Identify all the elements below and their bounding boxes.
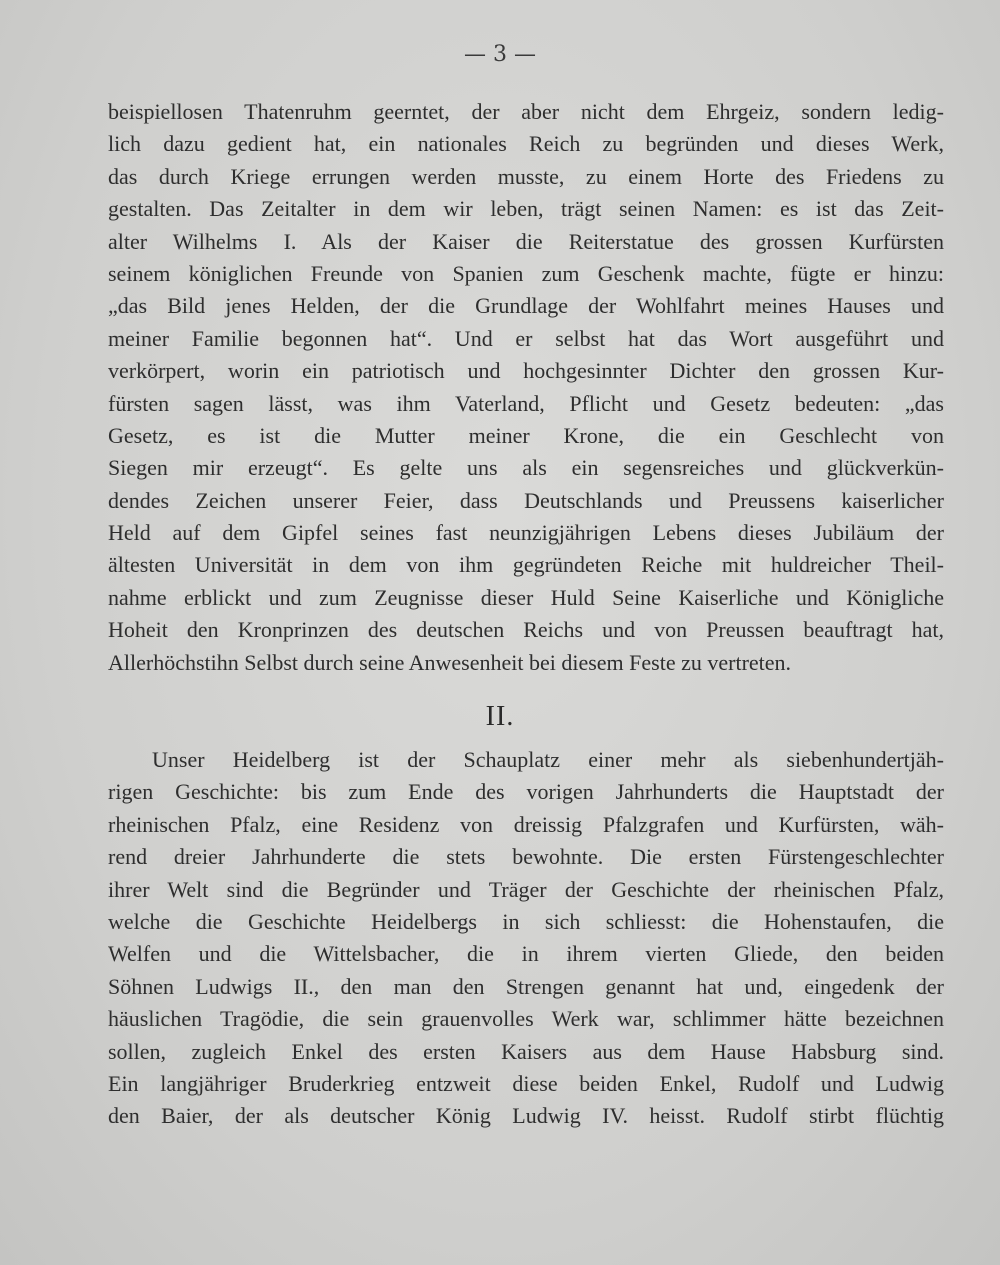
text-line: „das Bild jenes Helden, der die Grundlage der Wohlfahrt meines Hauses und [108, 293, 944, 319]
text-line: sollen, zugleich Enkel des ersten Kaisers aus dem Hause Habsburg sind. [108, 1038, 944, 1064]
paragraph-1 [108, 96, 944, 679]
text-line: ihrer Welt sind die Begründer und Träger der Geschichte der rheinischen Pfalz, [108, 876, 944, 902]
paragraph-2 [108, 744, 944, 1133]
text-line: meiner Familie begonnen hat“. Und er selbst hat das Wort ausgeführt und [108, 325, 944, 351]
text-line: dendes Zeichen unserer Feier, dass Deutschlands und Preussens kaiserlicher [108, 487, 944, 513]
page-number: — 3 — [464, 42, 536, 67]
text-line: fürsten sagen lässt, was ihm Vaterland, Pflicht und Gesetz bedeuten: „das [108, 390, 944, 416]
text-line: Hoheit den Kronprinzen des deutschen Reichs und von Preussen beauftragt hat, [108, 617, 944, 643]
text-line: rend dreier Jahrhunderte die stets bewohnte. Die ersten Fürstengeschlechter [108, 844, 944, 870]
text-line: seinem königlichen Freunde von Spanien zum Geschenk machte, fügte er hinzu: [108, 260, 944, 286]
text-line: ältesten Universität in dem von ihm gegründeten Reiche mit huldreicher Theil- [108, 552, 944, 578]
text-line: Unser Heidelberg ist der Schauplatz einer mehr als siebenhundertjäh- [152, 747, 944, 772]
section-heading: II. [485, 701, 515, 732]
text-line: alter Wilhelms I. Als der Kaiser die Reiterstatue des grossen Kurfürsten [108, 228, 944, 254]
text-line: Welfen und die Wittelsbacher, die in ihrem vierten Gliede, den beiden [108, 941, 944, 967]
text-line: beispiellosen Thatenruhm geerntet, der aber nicht dem Ehrgeiz, sondern ledig- [108, 99, 944, 124]
text-line: Ein langjähriger Bruderkrieg entzweit diese beiden Enkel, Rudolf und Ludwig [108, 1070, 944, 1096]
text-line: Allerhöchstihn Selbst durch seine Anwesenheit bei diesem Feste zu vertreten. [108, 649, 792, 675]
text-line: Söhnen Ludwigs II., den man den Strengen genannt hat und, eingedenk der [108, 973, 944, 999]
text-line: welche die Geschichte Heidelbergs in sich schliesst: die Hohenstaufen, die [108, 908, 944, 934]
text-line: häuslichen Tragödie, die sein grauenvolles Werk war, schlimmer hätte bezeichnen [108, 1006, 944, 1032]
text-line: nahme erblickt und zum Zeugnisse dieser Huld Seine Kaiserliche und Königliche [108, 584, 944, 610]
text-line: das durch Kriege errungen werden musste, zu einem Horte des Friedens zu [108, 163, 944, 189]
text-line: lich dazu gedient hat, ein nationales Reich zu begründen und dieses Werk, [108, 131, 944, 157]
text-line: den Baier, der als deutscher König Ludwig IV. heisst. Rudolf stirbt flüchtig [108, 1103, 944, 1129]
text-line: verkörpert, worin ein patriotisch und hochgesinnter Dichter den grossen Kur- [108, 358, 944, 384]
text-line: Held auf dem Gipfel seines fast neunzigjährigen Lebens dieses Jubiläum der [108, 520, 944, 546]
text-line: rheinischen Pfalz, eine Residenz von dreissig Pfalzgrafen und Kurfürsten, wäh- [108, 811, 944, 837]
text-line: gestalten. Das Zeitalter in dem wir leben, trägt seinen Namen: es ist das Zeit- [108, 196, 944, 222]
text-line: Siegen mir erzeugt“. Es gelte uns als ein segensreiches und glückverkün- [108, 455, 944, 481]
text-line: rigen Geschichte: bis zum Ende des vorigen Jahrhunderts die Hauptstadt der [108, 779, 944, 805]
text-line: Gesetz, es ist die Mutter meiner Krone, die ein Geschlecht von [108, 422, 944, 448]
